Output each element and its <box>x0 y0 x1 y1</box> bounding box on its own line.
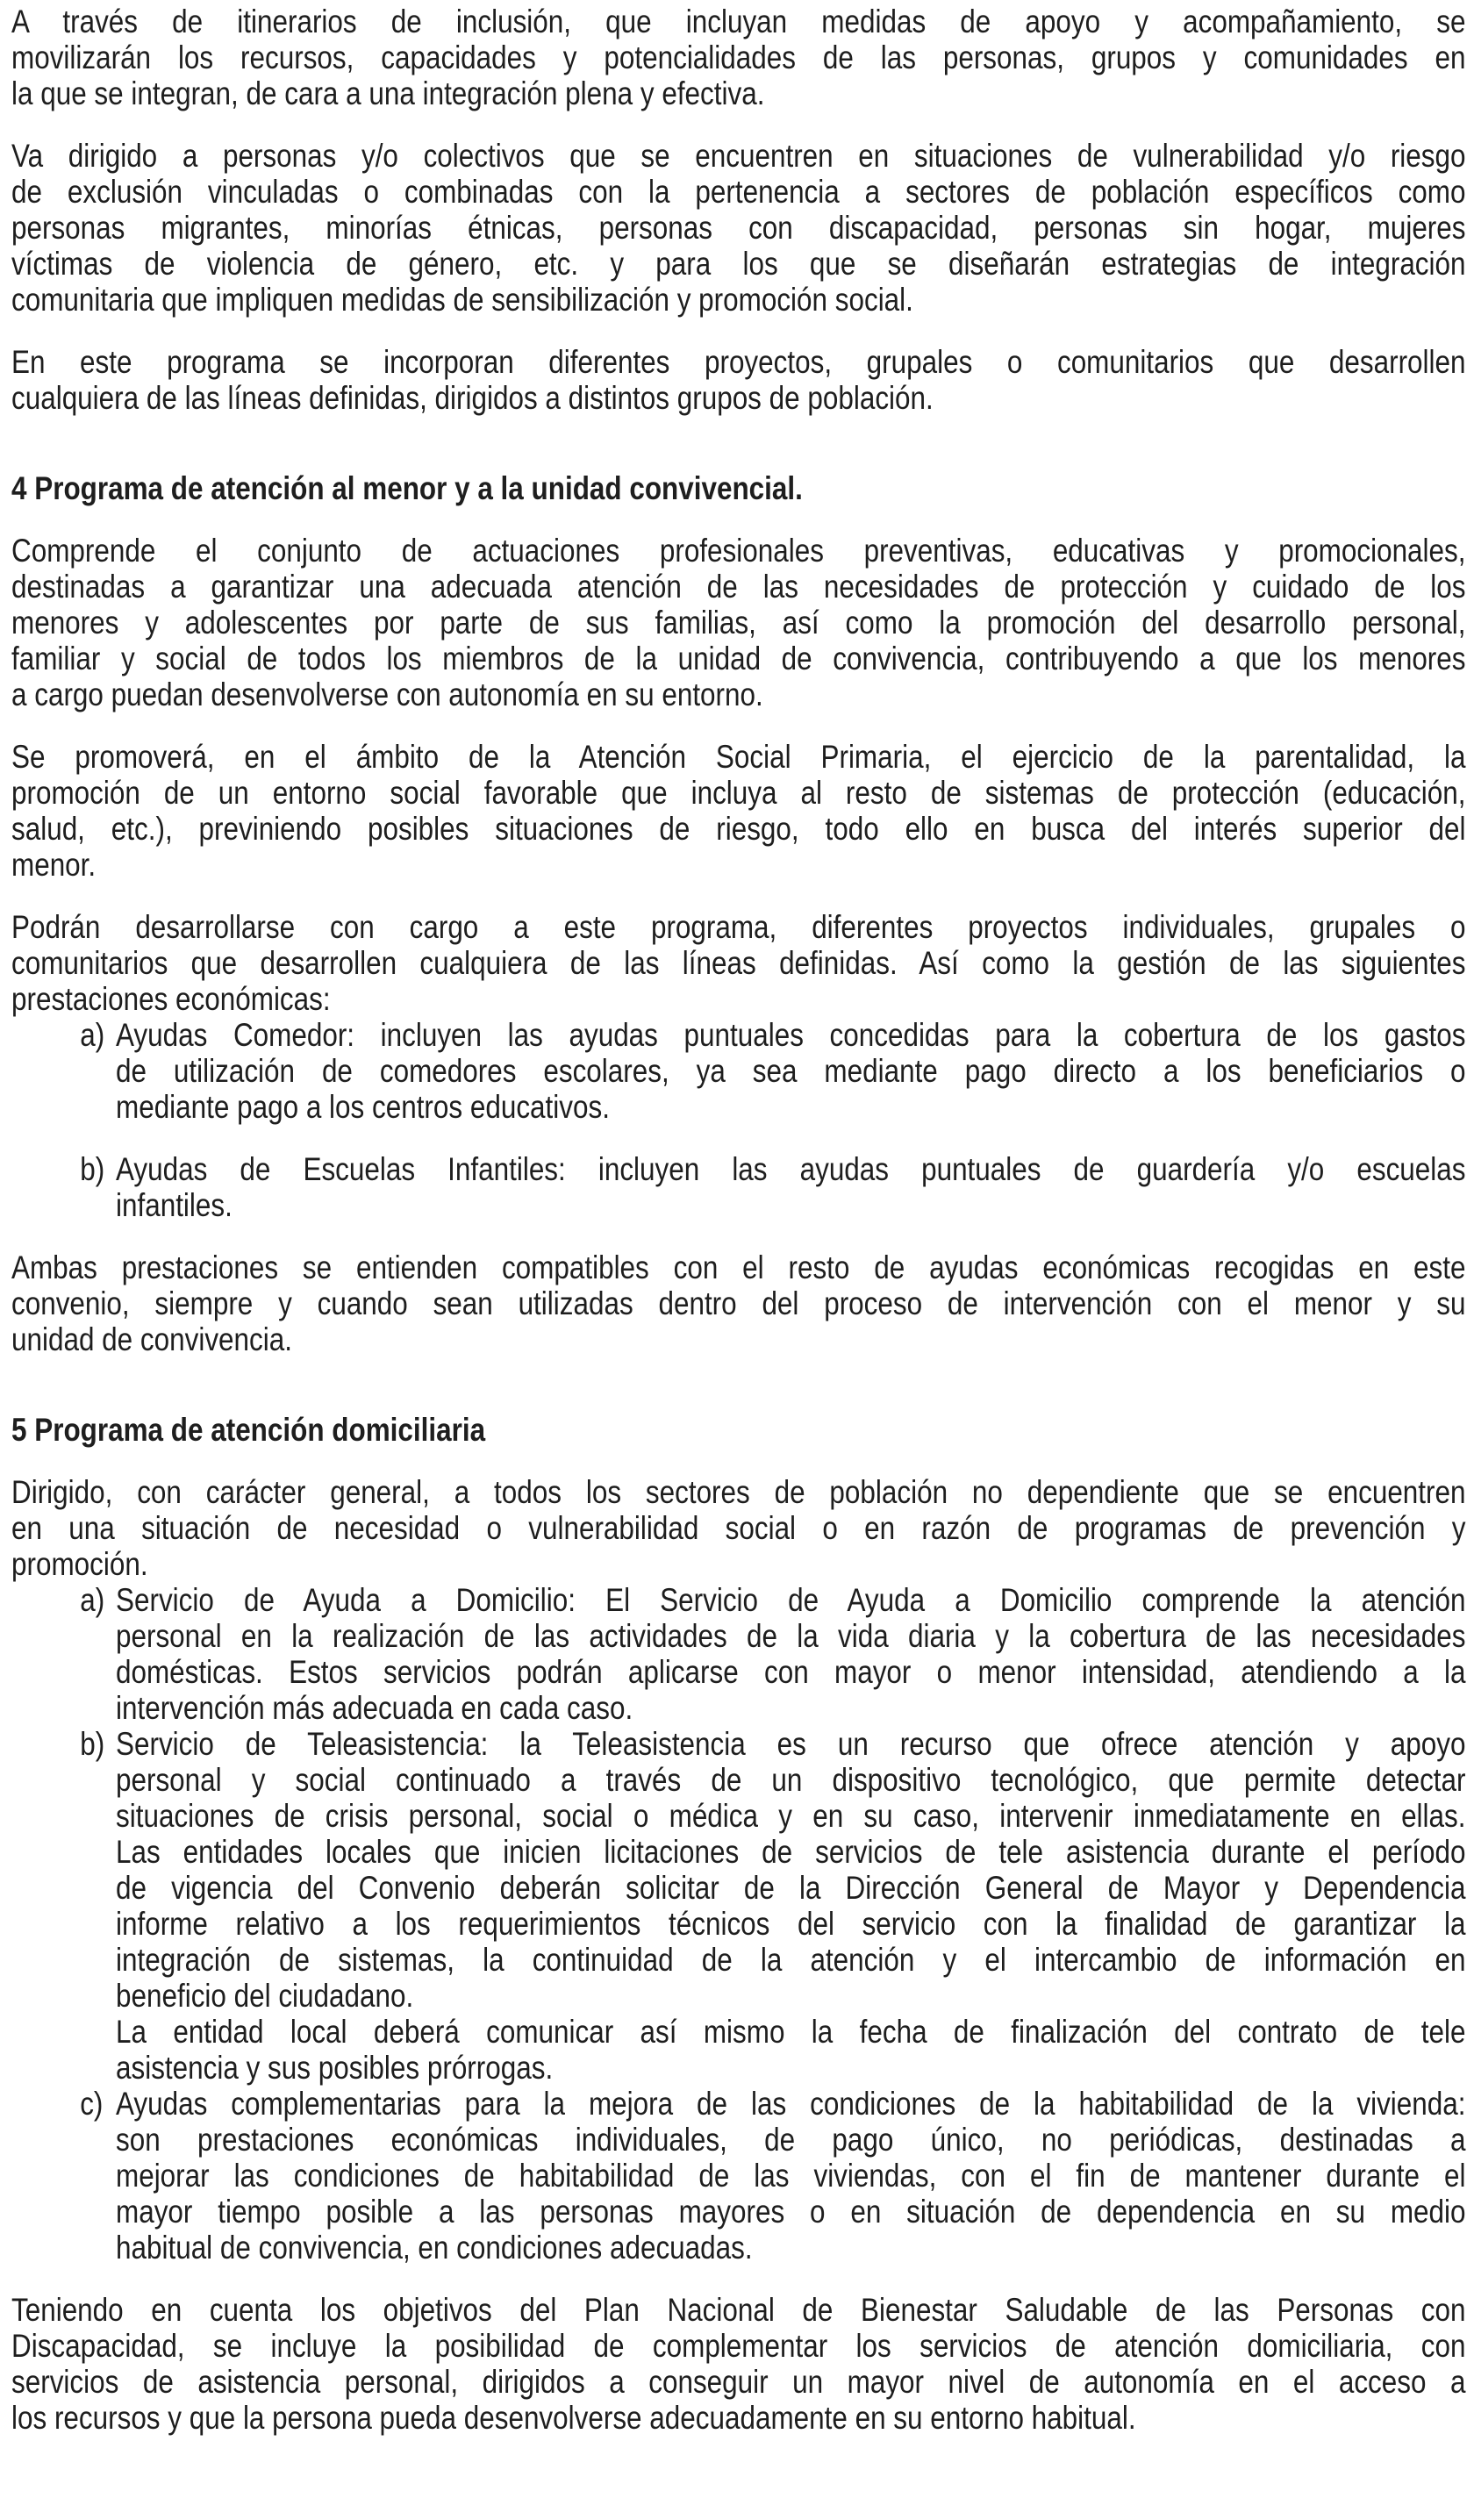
paragraph <box>11 1249 1466 1357</box>
text-line: domésticas. Estos servicios podrán aplicarse con mayor o menor intensidad, atendiendo a la <box>116 1654 1466 1690</box>
text-line: de exclusión vinculadas o combinadas con la pertenencia a sectores de población específicos como <box>11 174 1466 210</box>
text-line: Servicio de Teleasistencia: la Teleasistencia es un recurso que ofrece atención y apoyo <box>116 1726 1466 1762</box>
text-line: integración de sistemas, la continuidad de la atención y el intercambio de información en <box>116 1942 1466 1978</box>
list-item <box>11 1582 1466 1726</box>
text-line: habitual de convivencia, en condiciones adecuadas. <box>116 2230 753 2266</box>
text-line: movilizarán los recursos, capacidades y potencialidades de las personas, grupos y comunidades en <box>11 39 1466 75</box>
paragraph <box>11 533 1466 712</box>
document-page <box>11 4 1466 2436</box>
text-line: 4 Programa de atención al menor y a la unidad convivencial. <box>11 470 803 506</box>
list-item <box>11 1726 1466 2014</box>
text-line: cualquiera de las líneas definidas, dirigidos a distintos grupos de población. <box>11 380 934 416</box>
paragraph <box>11 739 1466 883</box>
text-line: Dirigido, con carácter general, a todos los sectores de población no dependiente que se encuentren <box>11 1474 1466 1510</box>
text-line: destinadas a garantizar una adecuada atención de las necesidades de protección y cuidado de los <box>11 569 1466 605</box>
text-line: mayor tiempo posible a las personas mayores o en situación de dependencia en su medio <box>116 2194 1466 2230</box>
text-line: Va dirigido a personas y/o colectivos que se encuentren en situaciones de vulnerabilidad y/o riesgo <box>11 138 1466 174</box>
text-line: Teniendo en cuenta los objetivos del Plan Nacional de Bienestar Saludable de las Personas con <box>11 2292 1466 2328</box>
text-line: asistencia y sus posibles prórrogas. <box>116 2050 554 2086</box>
text-line: Podrán desarrollarse con cargo a este programa, diferentes proyectos individuales, grupales o <box>11 909 1466 945</box>
text-line: son prestaciones económicas individuales, de pago único, no periódicas, destinadas a <box>116 2122 1466 2158</box>
paragraph <box>11 1474 1466 1582</box>
list-marker: b) <box>80 1151 105 1187</box>
text-line: Ambas prestaciones se entienden compatibles con el resto de ayudas económicas recogidas en este <box>11 1249 1466 1285</box>
text-line: prestaciones económicas: <box>11 981 331 1017</box>
list-marker: a) <box>80 1582 105 1618</box>
text-line: informe relativo a los requerimientos técnicos del servicio con la finalidad de garantizar la <box>116 1906 1466 1942</box>
list-marker: b) <box>80 1726 105 1762</box>
text-line: familiar y social de todos los miembros de la unidad de convivencia, contribuyendo a que los menores <box>11 641 1466 677</box>
text-line: intervención más adecuada en cada caso. <box>116 1690 633 1726</box>
text-line: convenio, siempre y cuando sean utilizadas dentro del proceso de intervención con el menor y su <box>11 1285 1466 1321</box>
paragraph <box>11 2292 1466 2436</box>
text-line: de vigencia del Convenio deberán solicitar de la Dirección General de Mayor y Dependencia <box>116 1870 1466 1906</box>
text-line: promoción. <box>11 1546 148 1582</box>
text-line: víctimas de violencia de género, etc. y para los que se diseñarán estrategias de integración <box>11 246 1466 282</box>
text-line: unidad de convivencia. <box>11 1321 292 1357</box>
list-marker: c) <box>80 2086 104 2122</box>
text-line: a cargo puedan desenvolverse con autonomía en su entorno. <box>11 677 763 712</box>
text-line: infantiles. <box>116 1187 233 1223</box>
text-line: menor. <box>11 847 97 883</box>
list-item <box>11 2086 1466 2266</box>
text-line: En este programa se incorporan diferentes proyectos, grupales o comunitarios que desarrollen <box>11 344 1466 380</box>
text-line: Discapacidad, se incluye la posibilidad de complementar los servicios de atención domiciliaria, con <box>11 2328 1466 2364</box>
text-line: personas migrantes, minorías étnicas, personas con discapacidad, personas sin hogar, mujeres <box>11 210 1466 246</box>
text-line: los recursos y que la persona pueda desenvolverse adecuadamente en su entorno habitual. <box>11 2400 1136 2436</box>
text-line: Ayudas de Escuelas Infantiles: incluyen las ayudas puntuales de guardería y/o escuelas <box>116 1151 1466 1187</box>
text-line: beneficio del ciudadano. <box>116 1978 414 2014</box>
paragraph <box>11 909 1466 1017</box>
text-line: mejorar las condiciones de habitabilidad de las viviendas, con el fin de mantener durante el <box>116 2158 1466 2194</box>
list-item <box>11 1017 1466 1125</box>
text-line: personal en la realización de las actividades de la vida diaria y la cobertura de las necesidades <box>116 1618 1466 1654</box>
text-line: servicios de asistencia personal, dirigidos a conseguir un mayor nivel de autonomía en el acceso a <box>11 2364 1466 2400</box>
text-line: Comprende el conjunto de actuaciones profesionales preventivas, educativas y promocionales, <box>11 533 1466 569</box>
paragraph <box>11 4 1466 111</box>
list-item <box>11 2014 1466 2086</box>
text-line: Las entidades locales que inicien licitaciones de servicios de tele asistencia durante el período <box>116 1834 1466 1870</box>
text-line: A través de itinerarios de inclusión, que incluyan medidas de apoyo y acompañamiento, se <box>11 4 1466 39</box>
text-line: mediante pago a los centros educativos. <box>116 1089 610 1125</box>
text-line: Ayudas complementarias para la mejora de las condiciones de la habitabilidad de la vivienda: <box>116 2086 1466 2122</box>
paragraph <box>11 138 1466 318</box>
section-heading <box>11 470 1466 506</box>
text-line: menores y adolescentes por parte de sus familias, así como la promoción del desarrollo personal, <box>11 605 1466 641</box>
text-line: la que se integran, de cara a una integración plena y efectiva. <box>11 75 765 111</box>
list-marker: a) <box>80 1017 105 1053</box>
text-line: situaciones de crisis personal, social o médica y en su caso, intervenir inmediatamente en ellas. <box>116 1798 1466 1834</box>
text-line: comunitarios que desarrollen cualquiera de las líneas definidas. Así como la gestión de las siguientes <box>11 945 1466 981</box>
text-line: salud, etc.), previniendo posibles situaciones de riesgo, todo ello en busca del interés superior del <box>11 811 1466 847</box>
text-line: La entidad local deberá comunicar así mismo la fecha de finalización del contrato de tele <box>116 2014 1466 2050</box>
text-line: Servicio de Ayuda a Domicilio: El Servicio de Ayuda a Domicilio comprende la atención <box>116 1582 1466 1618</box>
list-item <box>11 1151 1466 1223</box>
text-line: de utilización de comedores escolares, ya sea mediante pago directo a los beneficiarios o <box>116 1053 1466 1089</box>
text-line: en una situación de necesidad o vulnerabilidad social o en razón de programas de prevención y <box>11 1510 1466 1546</box>
text-line: promoción de un entorno social favorable que incluya al resto de sistemas de protección (educación, <box>11 775 1466 811</box>
text-line: comunitaria que impliquen medidas de sensibilización y promoción social. <box>11 282 913 318</box>
text-line: Ayudas Comedor: incluyen las ayudas puntuales concedidas para la cobertura de los gastos <box>116 1017 1466 1053</box>
text-line: 5 Programa de atención domiciliaria <box>11 1412 486 1448</box>
paragraph <box>11 344 1466 416</box>
text-line: Se promoverá, en el ámbito de la Atención Social Primaria, el ejercicio de la parentalidad, la <box>11 739 1466 775</box>
text-line: personal y social continuado a través de un dispositivo tecnológico, que permite detectar <box>116 1762 1466 1798</box>
section-heading <box>11 1412 1466 1448</box>
